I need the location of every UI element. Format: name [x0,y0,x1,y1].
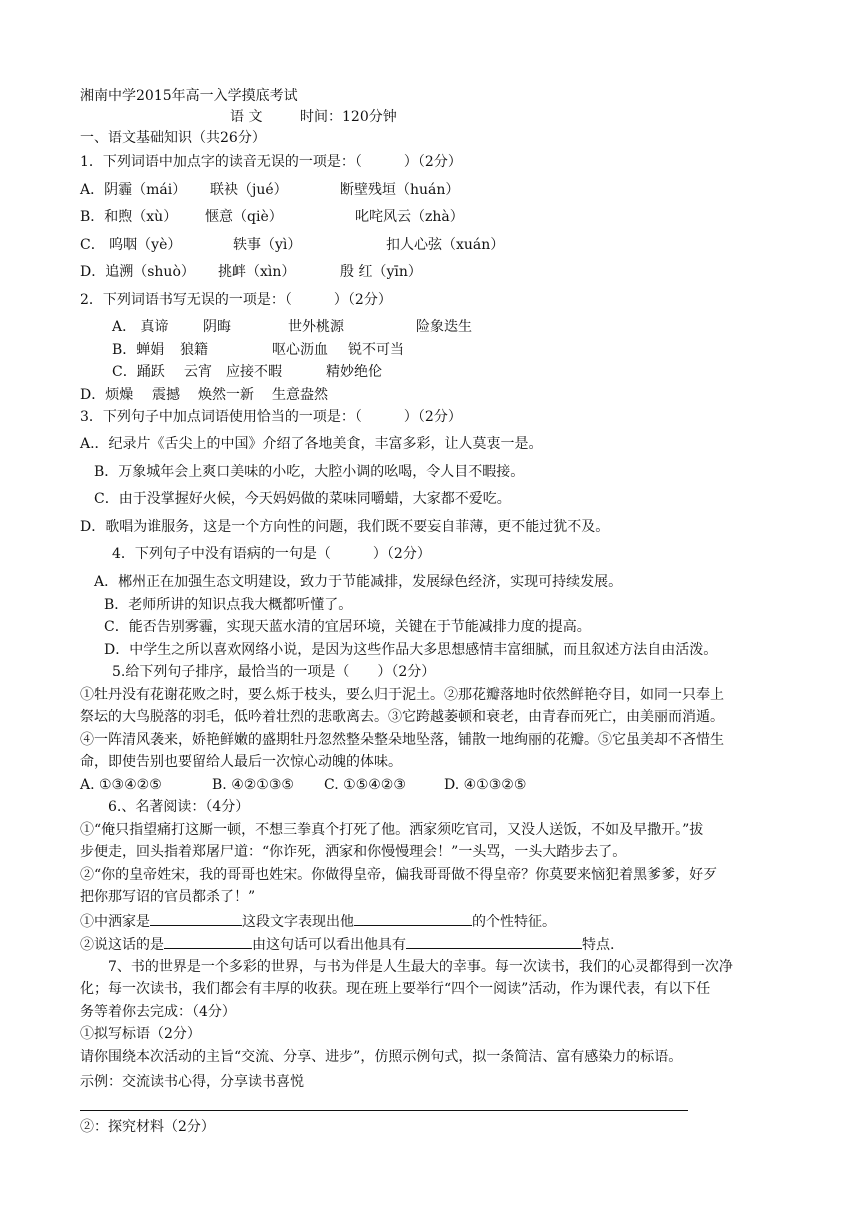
q5-passage-line: ①牡丹没有花谢花败之时，要么烁于枝头，要么归于泥土。②那花瓣落地时依然鲜艳夺目，如同一只奉上 [80,687,724,703]
q2-option-d-4: 生意盎然 [272,387,328,403]
q3-option-b: B．万象城年会上爽口美味的小吃，大腔小调的吆喝，令人目不暇接。 [94,464,525,480]
q4-option-c: C．能否告别雾霾，实现天蓝水清的宜居环境，关键在于节能减排力度的提高。 [104,619,591,635]
q2-option-d-1: D．烦燥 [80,387,134,403]
question-3-stem: 3．下列句子中加点词语使用恰当的一项是：（ ）（2分） [80,409,462,425]
q6-quote-line: 步便走，回头指着郑屠尸道：“你诈死，洒家和你慢慢理会！”一头骂，一头大踏步去了。 [80,844,627,860]
q2-option-c-1: C．踊跃 [112,364,165,380]
subject-label: 语 文 [230,109,263,125]
q4-option-b: B．老师所讲的知识点我大概都听懂了。 [104,597,353,613]
q6-fill-1-part3: 的个性特征。 [472,914,556,930]
question-2-stem: 2．下列词语书写无误的一项是：（ ）（2分） [80,292,392,308]
q2-option-c-2: 云宵 [184,364,212,380]
q7-sub1-desc: 请你围绕本次活动的主旨“交流、分享、进步”，仿照示例句式，拟一条简洁、富有感染力的标语。 [80,1049,683,1065]
q5-passage-line: 祭坛的大鸟脱落的羽毛，低吟着壮烈的悲歌离去。③它跨越萎顿和衰老，由青春而死亡，由美丽而消遁。 [80,709,724,725]
q1-option-d-3: 殷 红（yīn） [340,264,422,280]
answer-blank[interactable] [406,934,582,949]
q7-intro-line: 7、书的世界是一个多彩的世界，与书为伴是人生最大的幸事。每一次读书，我们的心灵都得到一次净 [108,959,733,975]
question-6-stem: 6.、名著阅读：（4分） [108,799,250,815]
question-4-stem: 4．下列句子中没有语病的一句是（ ）（2分） [112,546,431,562]
q6-fill-2-part2: 由这句话可以看出他具有 [252,937,406,953]
question-1-stem: 1．下列词语中加点字的读音无误的一项是：（ ）（2分） [80,154,462,170]
q5-option-c: C. ①⑤④②③ [324,777,406,793]
q6-quote-line: ①“俺只指望痛打这厮一顿，不想三拳真个打死了他。洒家须吃官司，又没人送饭，不如及早撒开。”拔 [80,822,704,838]
section-heading: 一、语文基础知识（共26分） [80,130,266,146]
exam-title: 湘南中学2015年高一入学摸底考试 [80,88,298,104]
q4-option-d: D．中学生之所以喜欢网络小说，是因为这些作品大多思想感情丰富细腻，而且叙述方法自由活泼。 [104,642,718,658]
q1-option-a-2: 联袂（jué） [210,182,288,198]
q3-option-d: D．歌唱为谁服务，这是一个方向性的问题，我们既不要妄自菲薄，更不能过犹不及。 [80,519,610,535]
q7-example: 示例：交流读书心得，分享读书喜悦 [80,1074,304,1090]
q2-option-b-2: 狼籍 [180,342,208,358]
q6-fill-1-part2: 这段文字表现出他 [242,914,354,930]
q6-quote-line: 把你那写诏的官员都杀了！” [80,889,256,905]
answer-blank[interactable] [164,934,252,949]
q2-option-a-1: A． 真谛 [112,319,169,335]
q1-option-d-1: D．追溯（shuò） [80,264,195,280]
q2-option-b-4: 锐不可当 [348,342,404,358]
q1-option-a-1: A．阴霾（mái） [80,182,187,198]
q2-option-c-4: 精妙绝伦 [326,364,382,380]
q6-fill-2-part3: 特点. [582,937,615,953]
q6-quote-line: ②“你的皇帝姓宋，我的哥哥也姓宋。你做得皇帝，偏我哥哥做不得皇帝？你莫要来恼犯着黑爹爹，好歹 [80,867,718,883]
q6-fill-1 [80,911,556,932]
q1-option-c-2: 轶事（yì） [233,237,302,253]
q5-option-b: B. ④②①③⑤ [212,777,294,793]
q2-option-d-2: 震撼 [152,387,180,403]
q5-passage-line: ④一阵清风袭来，娇艳鲜嫩的盛期牡丹忽然整朵整朵地坠落，铺散一地绚丽的花瓣。⑤它虽美却不吝惜生 [80,732,724,748]
q1-option-a-3: 断壁残垣（huán） [340,182,460,198]
q5-passage-line: 命，即使告别也要留给人最后一次惊心动魄的体味。 [80,754,402,770]
answer-line[interactable] [80,1110,688,1111]
q1-option-b-2: 惬意（qiè） [205,209,283,225]
q6-fill-2 [80,934,614,955]
q1-option-c-1: C． 呜咽（yè） [80,237,182,253]
question-5-stem: 5.给下列句子排序，最恰当的一项是（ ）（2分） [112,664,436,680]
q2-option-b-1: B．蝉娟 [112,342,165,358]
q2-option-b-3: 呕心沥血 [272,342,328,358]
q2-option-a-4: 险象迭生 [416,319,472,335]
q2-option-a-3: 世外桃源 [288,319,344,335]
q7-intro-line: 务等着你去完成：（4分） [80,1004,236,1020]
answer-blank[interactable] [150,911,242,926]
q1-option-d-2: 挑衅（xìn） [218,264,296,280]
q7-sub1-heading: ①拟写标语（2分） [80,1026,201,1042]
q7-intro-line: 化；每一次读书，我们都会有丰厚的收获。现在班上要举行“四个一阅读”活动，作为课代表，有以下任 [80,981,711,997]
q5-option-a: A. ①③④②⑤ [80,777,162,793]
q1-option-b-1: B．和煦（xù） [80,209,178,225]
time-label: 时间：120分钟 [300,109,397,125]
q2-option-c-3: 应接不暇 [226,364,282,380]
q1-option-b-3: 叱咤风云（zhà） [355,209,464,225]
q1-option-c-3: 扣人心弦（xuán） [386,237,505,253]
answer-blank[interactable] [354,911,472,926]
q4-option-a: A．郴州正在加强生态文明建设，致力于节能减排，发展绿色经济，实现可持续发展。 [94,574,623,590]
q7-sub2-heading: ②：探究材料（2分） [80,1119,215,1135]
q3-option-a: A.．纪录片《舌尖上的中国》介绍了各地美食，丰富多彩，让人莫衷一是。 [80,436,543,452]
q6-fill-2-part1: ②说这话的是 [80,937,164,953]
q2-option-d-3: 焕然一新 [198,387,254,403]
q5-option-d: D. ④①③②⑤ [444,777,527,793]
q6-fill-1-part1: ①中洒家是 [80,914,150,930]
q2-option-a-2: 阴晦 [203,319,231,335]
q3-option-c: C．由于没掌握好火候，今天妈妈做的菜味同嚼蜡，大家都不爱吃。 [94,491,511,507]
